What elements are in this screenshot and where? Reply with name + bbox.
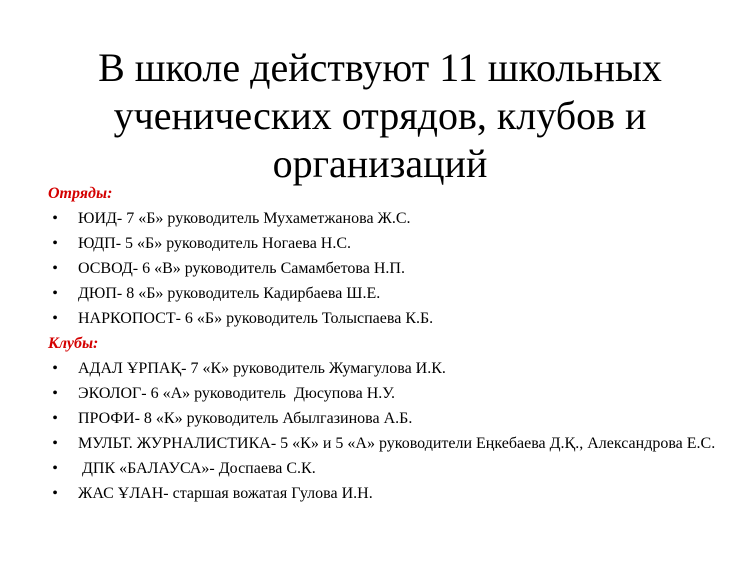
list-item [48,434,738,454]
list-item [48,359,738,379]
list-item [48,284,738,304]
list-item [48,234,738,254]
bullet-icon: • [52,410,58,427]
list-item [48,209,738,229]
list-item-text: ДЮП- 8 «Б» руководитель Кадирбаева Ш.Е. [78,285,381,302]
list-item-text: ДПК «БАЛАУСА»- Доспаева С.К. [78,460,316,477]
list-item-text: ПРОФИ- 8 «К» руководитель Абылгазинова А.Б. [78,410,413,427]
list-item-text: МУЛЬТ. ЖУРНАЛИСТИКА- 5 «К» и 5 «А» руководители Еңкебаева Д.Қ., Александрова Е.С. [78,435,716,452]
bullet-icon: • [52,460,58,477]
list-item [48,384,738,404]
list-item-text: ЮИД- 7 «Б» руководитель Мухаметжанова Ж.С. [78,210,411,227]
bullet-icon: • [52,210,58,227]
slide-title: В школе действуют 11 школьных ученических отрядов, клубов и организаций [98,45,662,186]
list-item-text: НАРКОПОСТ- 6 «Б» руководитель Толыспаева К.Б. [78,310,434,327]
list-item [48,484,738,504]
bullet-icon: • [52,310,58,327]
list-item [48,409,738,429]
bullet-icon: • [52,435,58,452]
list-item-text: АДАЛ ҰРПАҚ- 7 «К» руководитель Жумагулова И.К. [78,360,446,377]
bullet-icon: • [52,360,58,377]
squads-list [48,209,738,329]
bullet-icon: • [52,285,58,302]
bullet-icon: • [52,260,58,277]
list-item-text: ОСВОД- 6 «В» руководитель Самамбетова Н.П. [78,260,405,277]
bullet-icon: • [52,385,58,402]
list-item-text: ЮДП- 5 «Б» руководитель Ногаева Н.С. [78,235,352,252]
list-item [48,259,738,279]
slide-content [48,184,738,509]
bullet-icon: • [52,485,58,502]
clubs-list [48,359,738,504]
section-heading-squads: Отряды: [48,185,113,202]
section-heading-clubs: Клубы: [48,335,99,352]
list-item [48,309,738,329]
list-item-text: ЭКОЛОГ- 6 «А» руководитель Дюсупова Н.У. [78,385,395,402]
list-item [48,459,738,479]
list-item-text: ЖАС ҰЛАН- старшая вожатая Гулова И.Н. [78,485,373,502]
bullet-icon: • [52,235,58,252]
